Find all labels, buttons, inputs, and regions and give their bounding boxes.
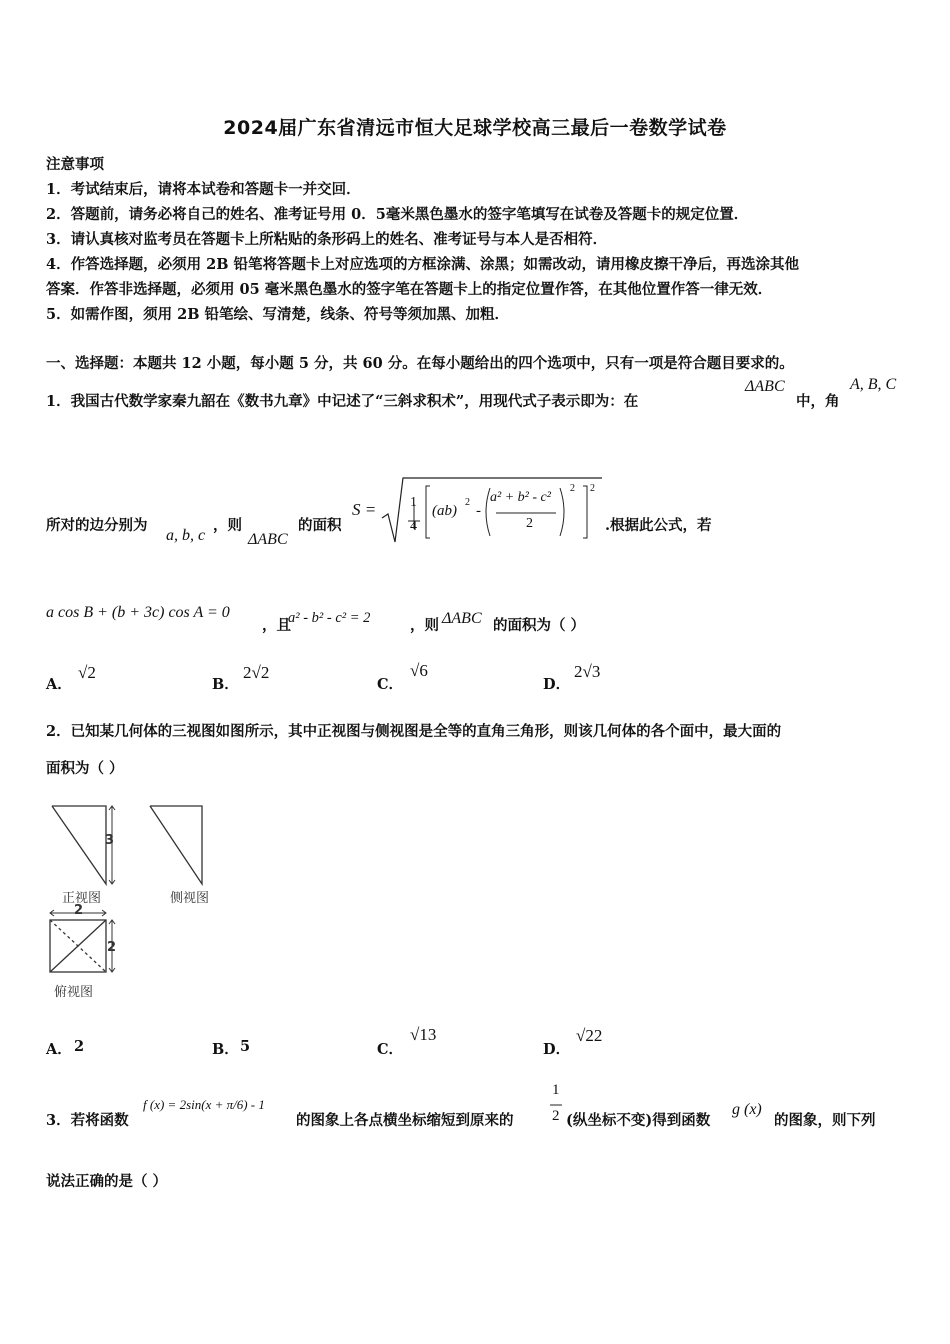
q1-option-c-value: √6 — [410, 661, 428, 680]
q2-option-b-label: B． — [212, 1041, 239, 1058]
q1-option-b-value: 2√2 — [243, 663, 270, 682]
notice-item: 5．如需作图，须用 2B 铅笔绘、写清楚，线条、符号等须加黑、加粗． — [46, 306, 510, 323]
formula-minus: - — [476, 503, 481, 519]
q1-text-e: 的面积 — [298, 517, 342, 534]
dim-depth-label: 2 — [107, 940, 117, 955]
q2-line-1: 2．已知某几何体的三视图如图所示，其中正视图与侧视图是全等的直角三角形，则该几何体的各个面中，最大面的 — [46, 723, 782, 740]
q1-option-c-label: C． — [377, 676, 404, 693]
front-view-label: 正视图 — [62, 891, 102, 906]
q1-triangle-3: ΔABC — [442, 610, 482, 627]
formula-ab-square: 2 — [465, 497, 470, 508]
formula-frac-den: 2 — [526, 516, 533, 531]
q1-text-g: ，且 — [262, 617, 291, 634]
q1-angles: A, B, C — [850, 376, 897, 393]
q2-line-2: 面积为（ ） — [46, 760, 124, 777]
formula-outer-square: 2 — [570, 483, 575, 494]
q2-option-d-label: D． — [543, 1041, 571, 1058]
notice-item: 1．考试结束后，请将本试卷和答题卡一并交回． — [46, 181, 361, 198]
notice-heading: 注意事项 — [46, 156, 104, 173]
q3-text-b: 的图象上各点横坐标缩短到原来的 — [296, 1112, 514, 1129]
q1-condition-2: a² - b² - c² = 2 — [288, 610, 371, 626]
q3-function-g: g (x) — [732, 1101, 762, 1118]
q1-text-b: 中，角 — [796, 393, 840, 410]
q1-condition-1: a cos B + (b + 3c) cos A = 0 — [46, 604, 230, 621]
q2-option-c-label: C． — [377, 1041, 404, 1058]
formula-ab: (ab) — [432, 503, 457, 519]
q1-option-d-label: D． — [543, 676, 571, 693]
q1-text-d: ，则 — [213, 517, 242, 534]
q1-text-h: ，则 — [410, 617, 439, 634]
formula-frac-num: a² + b² - c² — [490, 490, 551, 505]
q3-text-d: 的图象，则下列 — [774, 1112, 876, 1129]
q1-option-d-value: 2√3 — [574, 662, 601, 681]
q2-option-a-label: A． — [46, 1041, 72, 1058]
notice-item: 3．请认真核对监考员在答题卡上所粘贴的条形码上的姓名、准考证号与本人是否相符． — [46, 231, 608, 248]
q1-text-a: 1．我国古代数学家秦九韶在《数书九章》中记述了“三斜求积术”，用现代式子表示即为：在 — [46, 393, 639, 410]
q3-text-c: (纵坐标不变)得到函数 — [566, 1112, 711, 1129]
q1-triangle: ΔABC — [745, 378, 785, 395]
q2-option-b-value: 5 — [240, 1038, 251, 1055]
side-view-label: 侧视图 — [170, 891, 210, 906]
q3-line-2: 说法正确的是（ ） — [46, 1173, 168, 1190]
formula-quarter-den: 4 — [410, 519, 417, 534]
q2-option-c-value: √13 — [410, 1025, 437, 1044]
formula-s: S = — [352, 500, 377, 519]
top-view — [50, 910, 115, 972]
q1-text-c: 所对的边分别为 — [46, 517, 148, 534]
q1-sides: a, b, c — [166, 527, 206, 544]
q2-option-a-value: 2 — [74, 1038, 85, 1055]
half-numerator: 1 — [552, 1082, 560, 1098]
section-heading: 一、选择题：本题共 12 小题，每小题 5 分，共 60 分。在每小题给出的四个选项中，只有一项是符合题目要求的。 — [46, 355, 794, 372]
q2-option-d-value: √22 — [576, 1026, 603, 1045]
half-denominator: 2 — [552, 1108, 560, 1124]
formula-quarter-num: 1 — [410, 495, 417, 510]
q1-option-b-label: B． — [212, 676, 239, 693]
q3-text-a: 3．若将函数 — [46, 1112, 129, 1129]
q1-text-f: .根据此公式，若 — [605, 517, 712, 534]
formula-bracket-square: 2 — [590, 483, 595, 494]
q1-option-a-value: √2 — [78, 663, 96, 682]
q1-option-a-label: A． — [46, 676, 72, 693]
top-view-label: 俯视图 — [54, 985, 94, 1000]
dim-height-label: 3 — [105, 833, 115, 848]
notice-item: 答案．作答非选择题，必须用 05 毫米黑色墨水的签字笔在答题卡上的指定位置作答，在其他位置作答一律无效． — [46, 281, 773, 298]
page-title: 2024届广东省清远市恒大足球学校高三最后一卷数学试卷 — [223, 117, 727, 139]
q1-text-i: 的面积为（ ） — [493, 617, 586, 634]
q3-function-f: f (x) = 2sin(x + π/6) - 1 — [143, 1097, 265, 1112]
notice-item: 2．答题前，请务必将自己的姓名、准考证号用 0．5毫米黑色墨水的签字笔填写在试卷及答题卡的规定位置． — [46, 206, 749, 223]
dim-width-label: 2 — [74, 903, 84, 918]
notice-item: 4．作答选择题，必须用 2B 铅笔将答题卡上对应选项的方框涂满、涂黑；如需改动，请用橡皮擦干净后，再选涂其他 — [46, 256, 800, 273]
q1-triangle-2: ΔABC — [248, 531, 288, 548]
side-view — [150, 806, 202, 884]
